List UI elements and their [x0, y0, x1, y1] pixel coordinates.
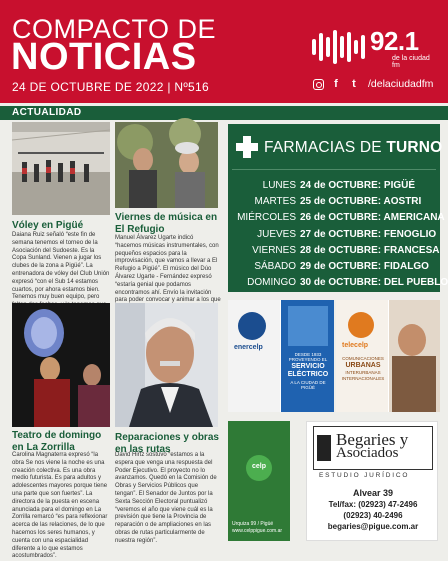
telecelp-ad[interactable]	[336, 300, 440, 412]
pharmacy-row	[228, 245, 440, 262]
begaries-logo	[313, 426, 433, 470]
enercelp-line3: ELÉCTRICO	[287, 371, 329, 379]
telecelp-line2: URBANAS	[345, 361, 381, 369]
celp-address: Urquiza 99 / Pigüé	[232, 521, 274, 527]
pharmacy-header	[228, 124, 443, 170]
enercelp-brand: enercelp	[234, 344, 263, 351]
article-title: Viernes de música en El Refugio	[115, 212, 218, 235]
pharmacy-row	[228, 277, 448, 294]
article-body: David Hirtz sostuvo “estamos a la espera que venga una respuesta del Poder Ejecutivo. El proyecto no lo avanzamos. Quedó en la Comisión de Obras y Servicios Públicos que tengan”. El Senador de Juntos por la Sexta Sección Electoral puntualizó “veremos el año que viene cuál es la previsión que tiene la Provincia de reparación o de ampliaciones en las obras de rutas particularmente de nuestra región”.	[115, 452, 217, 544]
radio-logo[interactable]	[312, 28, 432, 68]
celp-ad[interactable]	[228, 421, 290, 541]
twitter-icon[interactable]: t	[352, 78, 356, 90]
pharmacy-value: 26 de OCTUBRE: AMERICANA	[300, 212, 445, 224]
issue-date: 24 DE OCTUBRE DE 2022 | Nº516	[12, 80, 209, 94]
begaries-name-line2: Asociados	[336, 445, 399, 461]
begaries-phone1: Tel/fax: (02923) 47-2496	[328, 500, 418, 509]
telecelp-line4: INTERNACIONALES	[341, 376, 385, 381]
begaries-address: Alvear 39	[352, 488, 394, 498]
pharmacy-row	[228, 229, 440, 246]
enercelp-tag	[283, 352, 333, 390]
pharmacy-row	[228, 196, 440, 213]
phone-user-icon	[398, 324, 426, 356]
celp-brand: celp	[251, 463, 266, 470]
header-title-line1: COMPACTO DE	[12, 14, 217, 44]
logo-frequency: 92.1	[370, 26, 419, 56]
social-handle[interactable]: /delaciudadfm	[368, 78, 434, 90]
theatre-photo	[12, 303, 110, 427]
pharmacy-value: 30 de OCTUBRE: DEL PUEBLO	[300, 277, 448, 289]
article-title: Reparaciones y obras en las rutas	[115, 432, 219, 455]
pharmacy-day: VIERNES	[252, 244, 296, 256]
pharmacy-day: SÁBADO	[254, 261, 296, 272]
instagram-icon[interactable]	[313, 79, 324, 90]
pharmacy-day: MARTES	[254, 196, 296, 208]
begaries-email[interactable]: begaries@pigue.com.ar	[327, 522, 419, 531]
social-links	[313, 78, 433, 90]
telecelp-brand: telecelp	[342, 342, 369, 349]
section-bar	[0, 106, 448, 120]
header-banner	[0, 0, 448, 103]
pharmacy-panel	[228, 124, 448, 292]
enercelp-logo-icon	[238, 312, 266, 340]
celp-info	[232, 521, 288, 534]
power-tower-icon	[288, 306, 328, 346]
facebook-icon[interactable]: f	[334, 78, 338, 90]
telecelp-line3: INTERURBANAS	[345, 370, 381, 376]
divider	[232, 169, 436, 170]
soundwave-icon	[312, 30, 365, 64]
enercelp-line1: PROVEYENDO EL	[288, 357, 328, 363]
pharmacy-row	[228, 261, 440, 278]
enercelp-line4: A LA CIUDAD DE PIGÜÉ	[290, 379, 326, 390]
pharmacy-row	[228, 212, 445, 229]
scales-icon	[317, 435, 331, 461]
pharmacy-day: DOMINGO	[247, 277, 296, 289]
enercelp-tag-line: DESDE 1933	[294, 352, 322, 357]
begaries-name	[336, 431, 408, 461]
telecelp-logo-icon	[348, 312, 374, 338]
pharmacy-title-bold: TURNO	[386, 139, 443, 156]
article-body: Carolina Magnaterra expresó “la obra Se nos viene la noche es una creación colectiva. Es una obra medio futurista. Es para adultos y adolescentes mayores porque tiene una parte que son fuertes”. La directora de la puesta en escena anunciada para el domingo en La Zorrilla remarcó “es para reflexionar acerca de las relaciones, de lo que hacemos los seres humanos, y cuenta con una espacialidad diferente a lo que estamos acostumbrados”.	[12, 452, 108, 560]
pharmacy-title	[264, 139, 442, 157]
enercelp-ad[interactable]	[228, 300, 334, 412]
pharmacy-cross-icon	[236, 136, 258, 158]
pharmacy-value: 27 de OCTUBRE: FENOGLIO	[300, 228, 437, 240]
pharmacy-day: LUNES	[262, 180, 296, 191]
section-label: ACTUALIDAD	[12, 107, 82, 118]
begaries-subtitle: ESTUDIO JURÍDICO	[319, 472, 410, 479]
senator-photo	[115, 303, 218, 427]
volleyball-photo	[12, 122, 110, 215]
celp-url[interactable]: www.celppigue.com.ar	[232, 527, 283, 534]
article-title: Teatro de domingo en La Zorrilla	[12, 430, 102, 453]
musicians-photo	[115, 122, 218, 208]
article-body: Manuel Álvarez Ugarte indicó “hacemos músicas instrumentales, con pequeños espacios para la improvisación, que vamos a llevar a El Refugio a Pigüé”. El músico del Dúo Álvarez Ugarte - Fernández expresó “estaría genial que podamos encontramos ahí. Envío la invitación para poder convocar y animar a los que	[115, 235, 221, 304]
pharmacy-title-light: FARMACIAS DE	[264, 139, 382, 156]
pharmacy-value: 29 de OCTUBRE: FIDALGO	[300, 261, 429, 272]
article-body: Daiana Ruiz señaló “este fin de semana tenemos el torneo de la Asociación del Sudoeste. Es la Copa Sunland. Vienen a jugar los clubes de la zona a Pigüé”. La entrenadora de vóley del Club Unión expresó “con el Sub 14 estamos cuartos, por ahora estamos bien. Tenemos muy buen equipo, pero	[12, 232, 110, 301]
telecelp-text	[340, 356, 386, 382]
pharmacy-value: 25 de OCTUBRE: AOSTRI	[300, 196, 422, 208]
pharmacy-value: 24 de OCTUBRE: PIGÜÉ	[300, 180, 416, 191]
pharmacy-day: JUEVES	[257, 228, 296, 240]
begaries-phone2: (02923) 40-2496	[343, 511, 403, 520]
logo-subtitle: de la ciudad fm	[392, 55, 430, 69]
begaries-ad[interactable]	[306, 421, 438, 541]
begaries-name-line1: Begaries y	[336, 430, 409, 449]
header-title-line2: NOTICIAS	[11, 36, 197, 78]
enercelp-line2: SERVICIO	[291, 362, 325, 370]
pharmacy-value: 28 de OCTUBRE: FRANCESA	[300, 244, 440, 256]
telecelp-line1: COMUNICACIONES	[342, 356, 384, 361]
pharmacy-day: MIÉRCOLES	[237, 212, 296, 224]
article-title: Vóley en Pigüé	[12, 220, 84, 231]
pharmacy-row	[228, 180, 440, 197]
